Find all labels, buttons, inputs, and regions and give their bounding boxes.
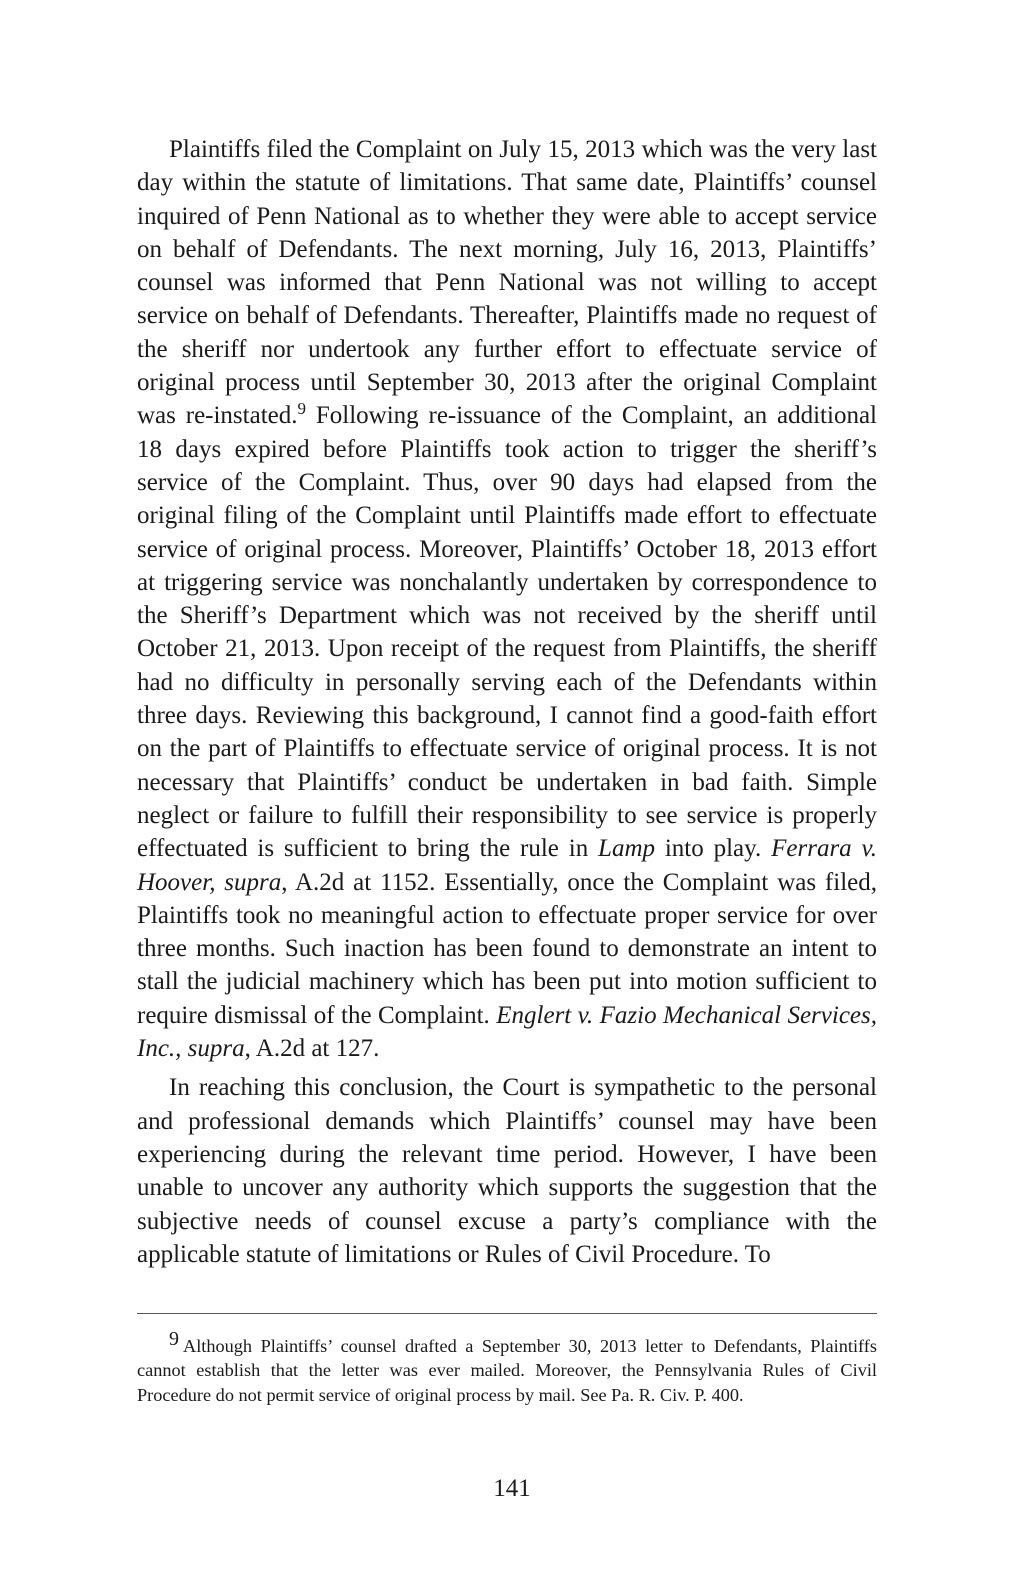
paragraph-1-text-d: , A.2d at 1152. Essentially, once the Complaint was filed, Plaintiffs took no meaningful action to effectuate proper service for over three months. Such inaction has been found to demonstrate an intent to stall the judicial machinery which has been put into motion sufficient to require dismissal of the Complaint. — [137, 868, 877, 1029]
paragraph-1-text-e: , A.2d at 127. — [244, 1035, 380, 1063]
case-citation-ferrara: Ferrara v. Hoover, supra — [137, 835, 878, 896]
paragraph-1-text-b: Following re-issuance of the Complaint, an additional 18 days expired before Plaintiffs took action to trigger the sheriff’s service of the Complaint. Thus, over 90 days had elapsed from the original filing of the Complaint until Plaintiffs made effort to effectuate service of original process. Moreover, Plaintiffs’ October 18, 2013 effort at triggering service was nonchalantly undertaken by correspondence to the Sheriff’s Department which was not received by the sheriff until October 21, 2013. Upon receipt of the request from Plaintiffs, the sheriff had no difficulty in personally serving each of the Defendants within three days. Reviewing this background, I cannot find a good-faith effort on the part of Plaintiffs to effectuate service of original process. It is not necessary that Plaintiffs’ conduct be undertaken in bad faith. Simple neglect or failure to fulfill their responsibility to see service is properly effectuated is sufficient to bring the rule in — [137, 402, 877, 863]
paragraph-2: In reaching this conclusion, the Court is sympathetic to the personal and professional demands which Plaintiffs’ counsel may have been experiencing during the relevant time period. However, I have been unable to uncover any authority which supports the suggestion that the subjective needs of counsel excuse a party’s compliance with the applicable statute of limitations or Rules of Civil Procedure. To — [137, 1074, 877, 1268]
footnote-marker: 9 — [169, 1328, 179, 1350]
page-body — [137, 133, 877, 1271]
paragraph-1 — [137, 133, 877, 1065]
footnote-text: Although Plaintiffs’ counsel drafted a September 30, 2013 letter to Defendants, Plaintiffs cannot establish that the letter was ever mailed. Moreover, the Pennsylvania Rules of Civil Procedure do not permit service of original process by mail. See Pa. R. Civ. P. 400. — [137, 1336, 877, 1405]
case-citation-englert: Englert v. Fazio Mechanical Services, Inc., supra — [137, 1001, 877, 1063]
footnote-9 — [137, 1327, 877, 1407]
paragraph-1-text-c: into play. — [655, 835, 772, 863]
case-citation-lamp: Lamp — [598, 835, 656, 863]
paragraph-1-text-a: Plaintiffs filed the Complaint on July 15, 2013 which was the very last day within the statute of limitations. That same date, Plaintiffs’ counsel inquired of Penn National as to whether they were able to accept service on behalf of Defendants. The next morning, July 16, 2013, Plaintiffs’ counsel was informed that Penn National was not willing to accept service on behalf of Defendants. Thereafter, Plaintiffs made no request of the sheriff nor undertook any further effort to effectuate service of original process until September 30, 2013 after the original Complaint was re-instated. — [137, 136, 877, 430]
footnote-divider — [137, 1313, 877, 1314]
footnote-reference-9: 9 — [297, 399, 306, 419]
page-number: 141 — [493, 1475, 531, 1502]
